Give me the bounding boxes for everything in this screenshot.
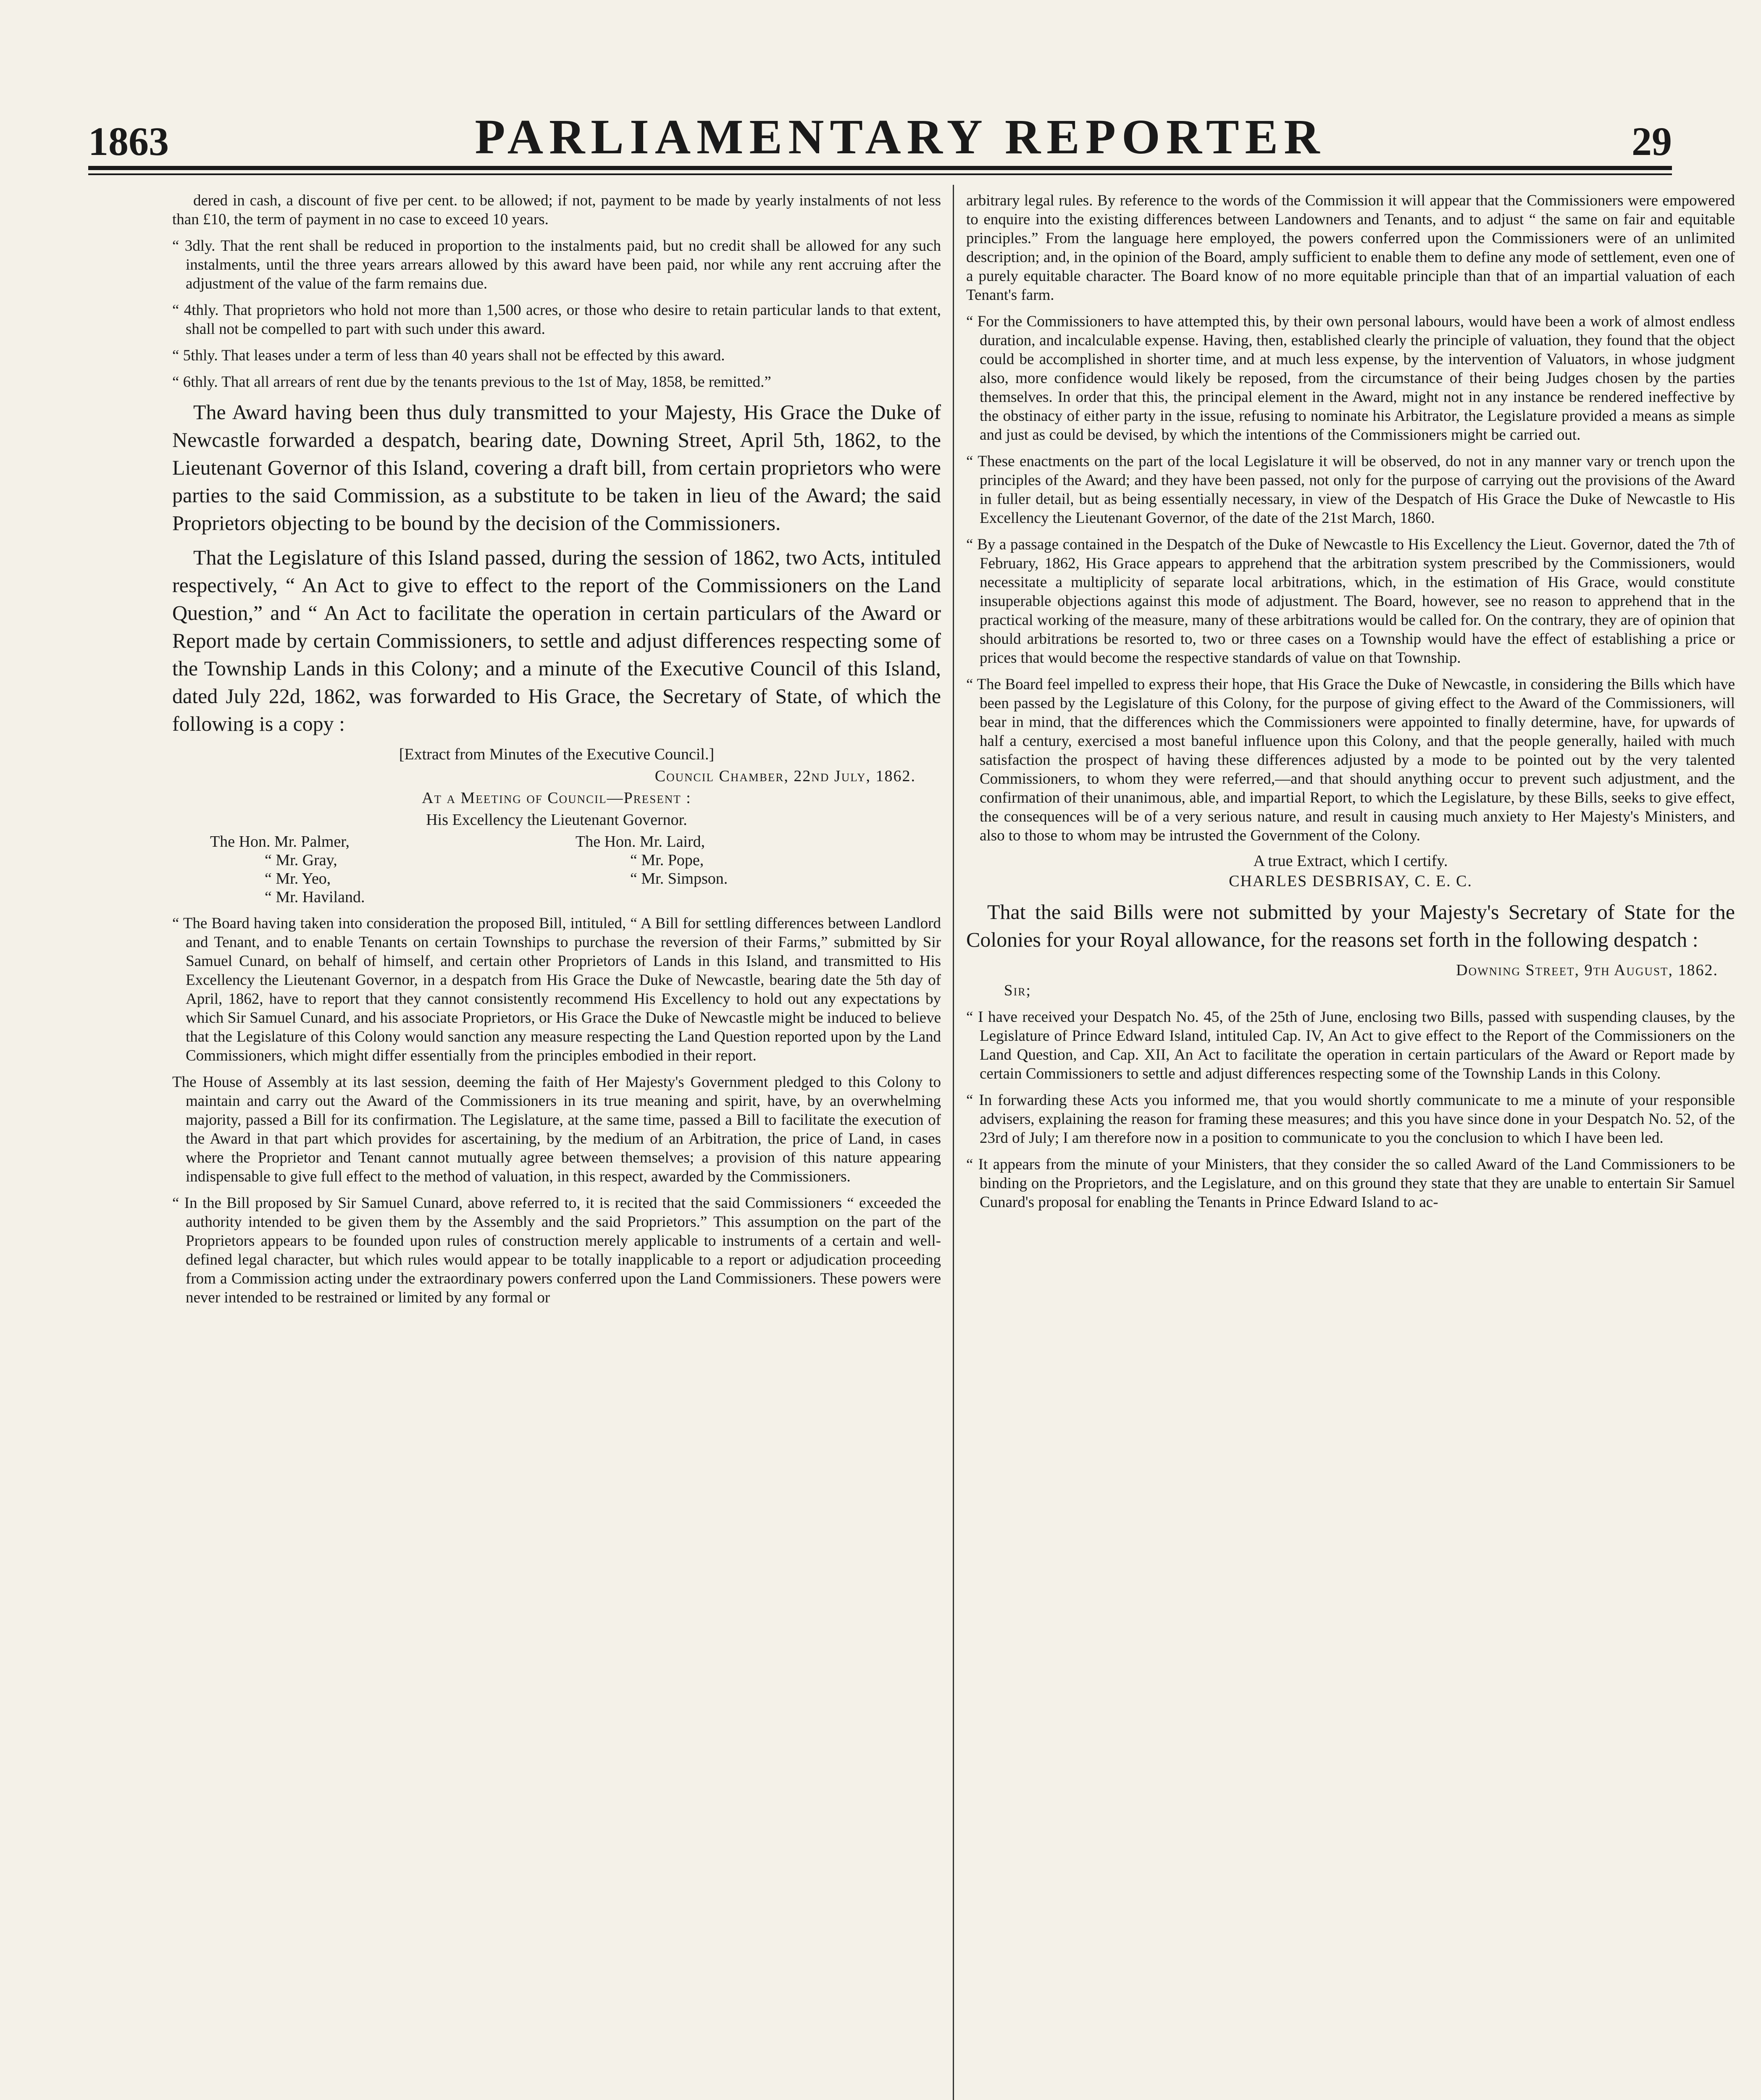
column-divider — [953, 185, 954, 2100]
left-column — [172, 191, 941, 2100]
paragraph: dered in cash, a discount of five per cent. to be allowed; if not, payment to be made by yearly instalments of not less than £10, the term of payment in no case to exceed 10 years. — [172, 192, 941, 228]
header-title: PARLIAMENTARY REPORTER — [475, 109, 1326, 164]
member: “ Mr. Gray, — [265, 851, 337, 869]
paragraph: “ The Board having taken into consideration the proposed Bill, intituled, “ A Bill for settling differences between Landlord and Tenant, and to enable Tenants on certain Townships to purchase the reversion of their Farms,” submitted by Sir Samuel Cunard, on behalf of himself, and certain other Proprietors of Lands in this Island, and transmitted to His Excellency the Lieutenant Governor, in a despatch from His Grace the Duke of Newcastle, bearing date the 5th day of April, 1862, have to report that they cannot consistently recommend His Excellency to hold out any expectations by which Sir Samuel Cunard, and his associate Proprietors, or His Grace the Duke of Newcastle might be induced to believe that the Legislature of this Colony would sanction any measure respecting the Land Question reported upon by the Land Commissioners, which might differ essentially from the principles embodied in their report. — [172, 915, 941, 1064]
page-header — [88, 99, 1672, 162]
paragraph: “ 4thly. That proprietors who hold not more than 1,500 acres, or those who desire to retain particular lands to that extent, shall not be compelled to part with such under this award. — [172, 302, 941, 338]
paragraph: The Award having been thus duly transmitted to your Majesty, His Grace the Duke of Newcastle forwarded a despatch, bearing date, Downing Street, April 5th, 1862, to the Lieutenant Governor of this Island, covering a draft bill, from certain proprietors who were parties to the said Commission, as a substitute to be taken in lieu of the Award; the said Proprietors objecting to be bound by the decision of the Commissioners. — [172, 400, 941, 535]
paragraph: “ 3dly. That the rent shall be reduced in proportion to the instalments paid, but no credit shall be allowed for any such instalments, until the three years arrears allowed by this award have been paid, nor while any rent accruing after the adjustment of the value of the farm remains due. — [172, 237, 941, 292]
paragraph: That the said Bills were not submitted by your Majesty's Secretary of State for the Colonies for your Royal allowance, for the reasons set forth in the following despatch : — [966, 900, 1735, 951]
meeting-heading: At a Meeting of Council—Present : — [422, 789, 691, 807]
member — [603, 888, 941, 906]
paragraph: The House of Assembly at its last session, deeming the faith of Her Majesty's Government pledged to this Colony to maintain and carry out the Award of the Commissioners in its true meaning and spirit, have, by an overwhelming majority, passed a Bill for its confirmation. The Legislature, at the same time, passed a Bill to facilitate the execution of the Award in that part which provides for ascertaining, by the medium of an Arbitration, the price of Land, in cases where the Proprietor and Tenant cannot mutually agree between themselves; a provision of this nature appearing indispensable to give full effect to the method of valuation, in this respect, awarded by the Commissioners. — [172, 1074, 941, 1185]
paragraph: “ I have received your Despatch No. 45, of the 25th of June, enclosing two Bills, passed with suspending clauses, by the Legislature of Prince Edward Island, intituled Cap. IV, An Act to give effect to the Report of the Commissioners on the Land Question, and Cap. XII, An Act to facilitate the operation in certain particulars of the Award or Report made by certain Commissioners to settle and adjust differences respecting some of the Township Lands in this Colony. — [966, 1008, 1735, 1082]
despatch-dateline: Downing Street, 9th August, 1862. — [1456, 961, 1718, 979]
paragraph: “ In the Bill proposed by Sir Samuel Cunard, above referred to, it is recited that the said Commissioners “ exceeded the authority intended to be given them by the Assembly and the said Proprietors.” This assumption on the part of the Proprietors appears to be founded upon rules of construction merely applicable to instruments of a certain and well-defined legal character, but which rules would appear to be totally inapplicable to a report or adjudication proceeding from a Commission acting under the extraordinary powers conferred upon the Land Commissioners. These powers were never intended to be restrained or limited by any formal or — [172, 1194, 941, 1306]
certify-line: A true Extract, which I certify. — [1253, 852, 1448, 870]
governor-line: His Excellency the Lieutenant Governor. — [426, 811, 687, 829]
header-page-number: 29 — [1632, 119, 1672, 164]
member-row — [172, 851, 941, 869]
member: The Hon. Mr. Palmer, — [210, 833, 350, 850]
member: “ Mr. Pope, — [630, 851, 704, 869]
extract-heading: [Extract from Minutes of the Executive Council.] — [399, 746, 715, 763]
paragraph: “ 6thly. That all arrears of rent due by the tenants previous to the 1st of May, 1858, be remitted.” — [172, 373, 771, 391]
salutation: Sir; — [1004, 982, 1031, 999]
paragraph: “ By a passage contained in the Despatch of the Duke of Newcastle to His Excellency the Lieut. Governor, dated the 7th of February, 1862, His Grace appears to apprehend that the arbitration system prescribed by the Commissioners, would necessitate a multiplicity of separate local arbitrations, which, in the estimation of His Grace, would constitute insuperable objections against this mode of adjustment. The Board, however, see no reason to apprehend that in the practical working of the measure, many of these arbitrations would be called for. On the contrary, they are of opinion that should arbitrations be resorted to, two or three cases on a Township would have the effect of establishing a price or prices that would become the respective standards of value on that Township. — [966, 536, 1735, 667]
signature: CHARLES DESBRISAY, C. E. C. — [1229, 872, 1472, 890]
paragraph: “ The Board feel impelled to express their hope, that His Grace the Duke of Newcastle, in considering the Bills which have been passed by the Legislature of this Colony, for the purpose of giving effect to the Award of the Commissioners, will bear in mind, that the differences which the Commissioners were appointed to finally determine, have, for upwards of half a century, exercised a most baneful influence upon this Colony, and that the people generally, hailed with much satisfaction the prospect of having these differences adjusted by a mode to be pointed out by the very talented Commissioners, to whom they were referred,—and that should anything occur to prevent such adjustment, and the confirmation of their unanimous, able, and impartial Report, to which the Legislature, by these Bills, seeks to give effect, the consequences will be of a very serious nature, and result in causing much anxiety to Her Majesty's Ministers, and also to those to whom may be intrusted the Government of the Colony. — [966, 676, 1735, 844]
member-row — [172, 869, 941, 888]
council-members — [172, 832, 941, 906]
member: The Hon. Mr. Laird, — [576, 833, 705, 850]
council-chamber-dateline: Council Chamber, 22nd July, 1862. — [654, 767, 916, 785]
paragraph: “ For the Commissioners to have attempted this, by their own personal labours, would have been a work of almost endless duration, and incalculable expense. Having, then, established clearly the principle of valuation, they found that the object could be accomplished in shorter time, and at much less expense, by the intervention of Valuators, in whose judgment also, more confidence would likely be reposed, from the circumstance of their being Judges chosen by the parties themselves. In order that this, the principal element in the Award, might not in any instance be rendered ineffective by the obstinacy of either party in the issue, refusing to nominate his Arbitrator, the Legislature provided a means as simple and just as could be devised, by which the intentions of the Commissioners might be carried out. — [966, 313, 1735, 444]
paragraph: “ It appears from the minute of your Ministers, that they consider the so called Award of the Land Commissioners to be binding on the Proprietors, and the Legislature, and on this ground they state that they are unable to entertain Sir Samuel Cunard's proposal for enabling the Tenants in Prince Edward Island to ac- — [966, 1156, 1735, 1211]
member-row — [172, 888, 941, 906]
paragraph: “ In forwarding these Acts you informed me, that you would shortly communicate to me a minute of your responsible advisers, explaining the reason for framing these measures; and this you have since done in your Despatch No. 52, of the 23rd of July; I am therefore now in a position to communicate to you the conclusion to which I have been led. — [966, 1092, 1735, 1147]
member-row — [172, 832, 941, 851]
paragraph: “ These enactments on the part of the local Legislature it will be observed, do not in any manner vary or trench upon the principles of the Award; and they have been passed, not only for the purpose of carrying out the provisions of the Award in fuller detail, but as being essentially necessary, in view of the Despatch of His Grace the Duke of Newcastle to His Excellency the Lieutenant Governor, of the date of the 21st March, 1860. — [966, 453, 1735, 527]
header-rule-thick — [88, 166, 1672, 170]
member: “ Mr. Yeo, — [265, 870, 331, 887]
paragraph: That the Legislature of this Island passed, during the session of 1862, two Acts, intituled respectively, “ An Act to give to effect to the report of the Commissioners on the Land Question,” and “ An Act to facilitate the operation in certain particulars of the Award or Report made by certain Commissioners, to settle and adjust differences respecting some of the Township Lands in this Colony; and a minute of the Executive Council of this Island, dated July 22d, 1862, was forwarded to His Grace, the Secretary of State, of which the following is a copy : — [172, 546, 941, 735]
paragraph: “ 5thly. That leases under a term of less than 40 years shall not be effected by this award. — [172, 347, 725, 364]
header-rule-thin — [88, 173, 1672, 175]
header-year: 1863 — [88, 119, 169, 164]
member: “ Mr. Simpson. — [630, 870, 728, 887]
paragraph: arbitrary legal rules. By reference to the words of the Commission it will appear that the Commissioners were empowered to enquire into the existing differences between Landowners and Tenants, and to adjust “ the same on fair and equitable principles.” From the language here employed, the powers conferred upon the Commissioners were of an unlimited description; and, in the opinion of the Board, amply sufficient to enable them to define any mode of settlement, even one of a purely equitable character. The Board know of no more equitable principle than that of an impartial valuation of each Tenant's farm. — [966, 192, 1735, 304]
member: “ Mr. Haviland. — [265, 888, 365, 906]
right-column — [966, 191, 1735, 2100]
